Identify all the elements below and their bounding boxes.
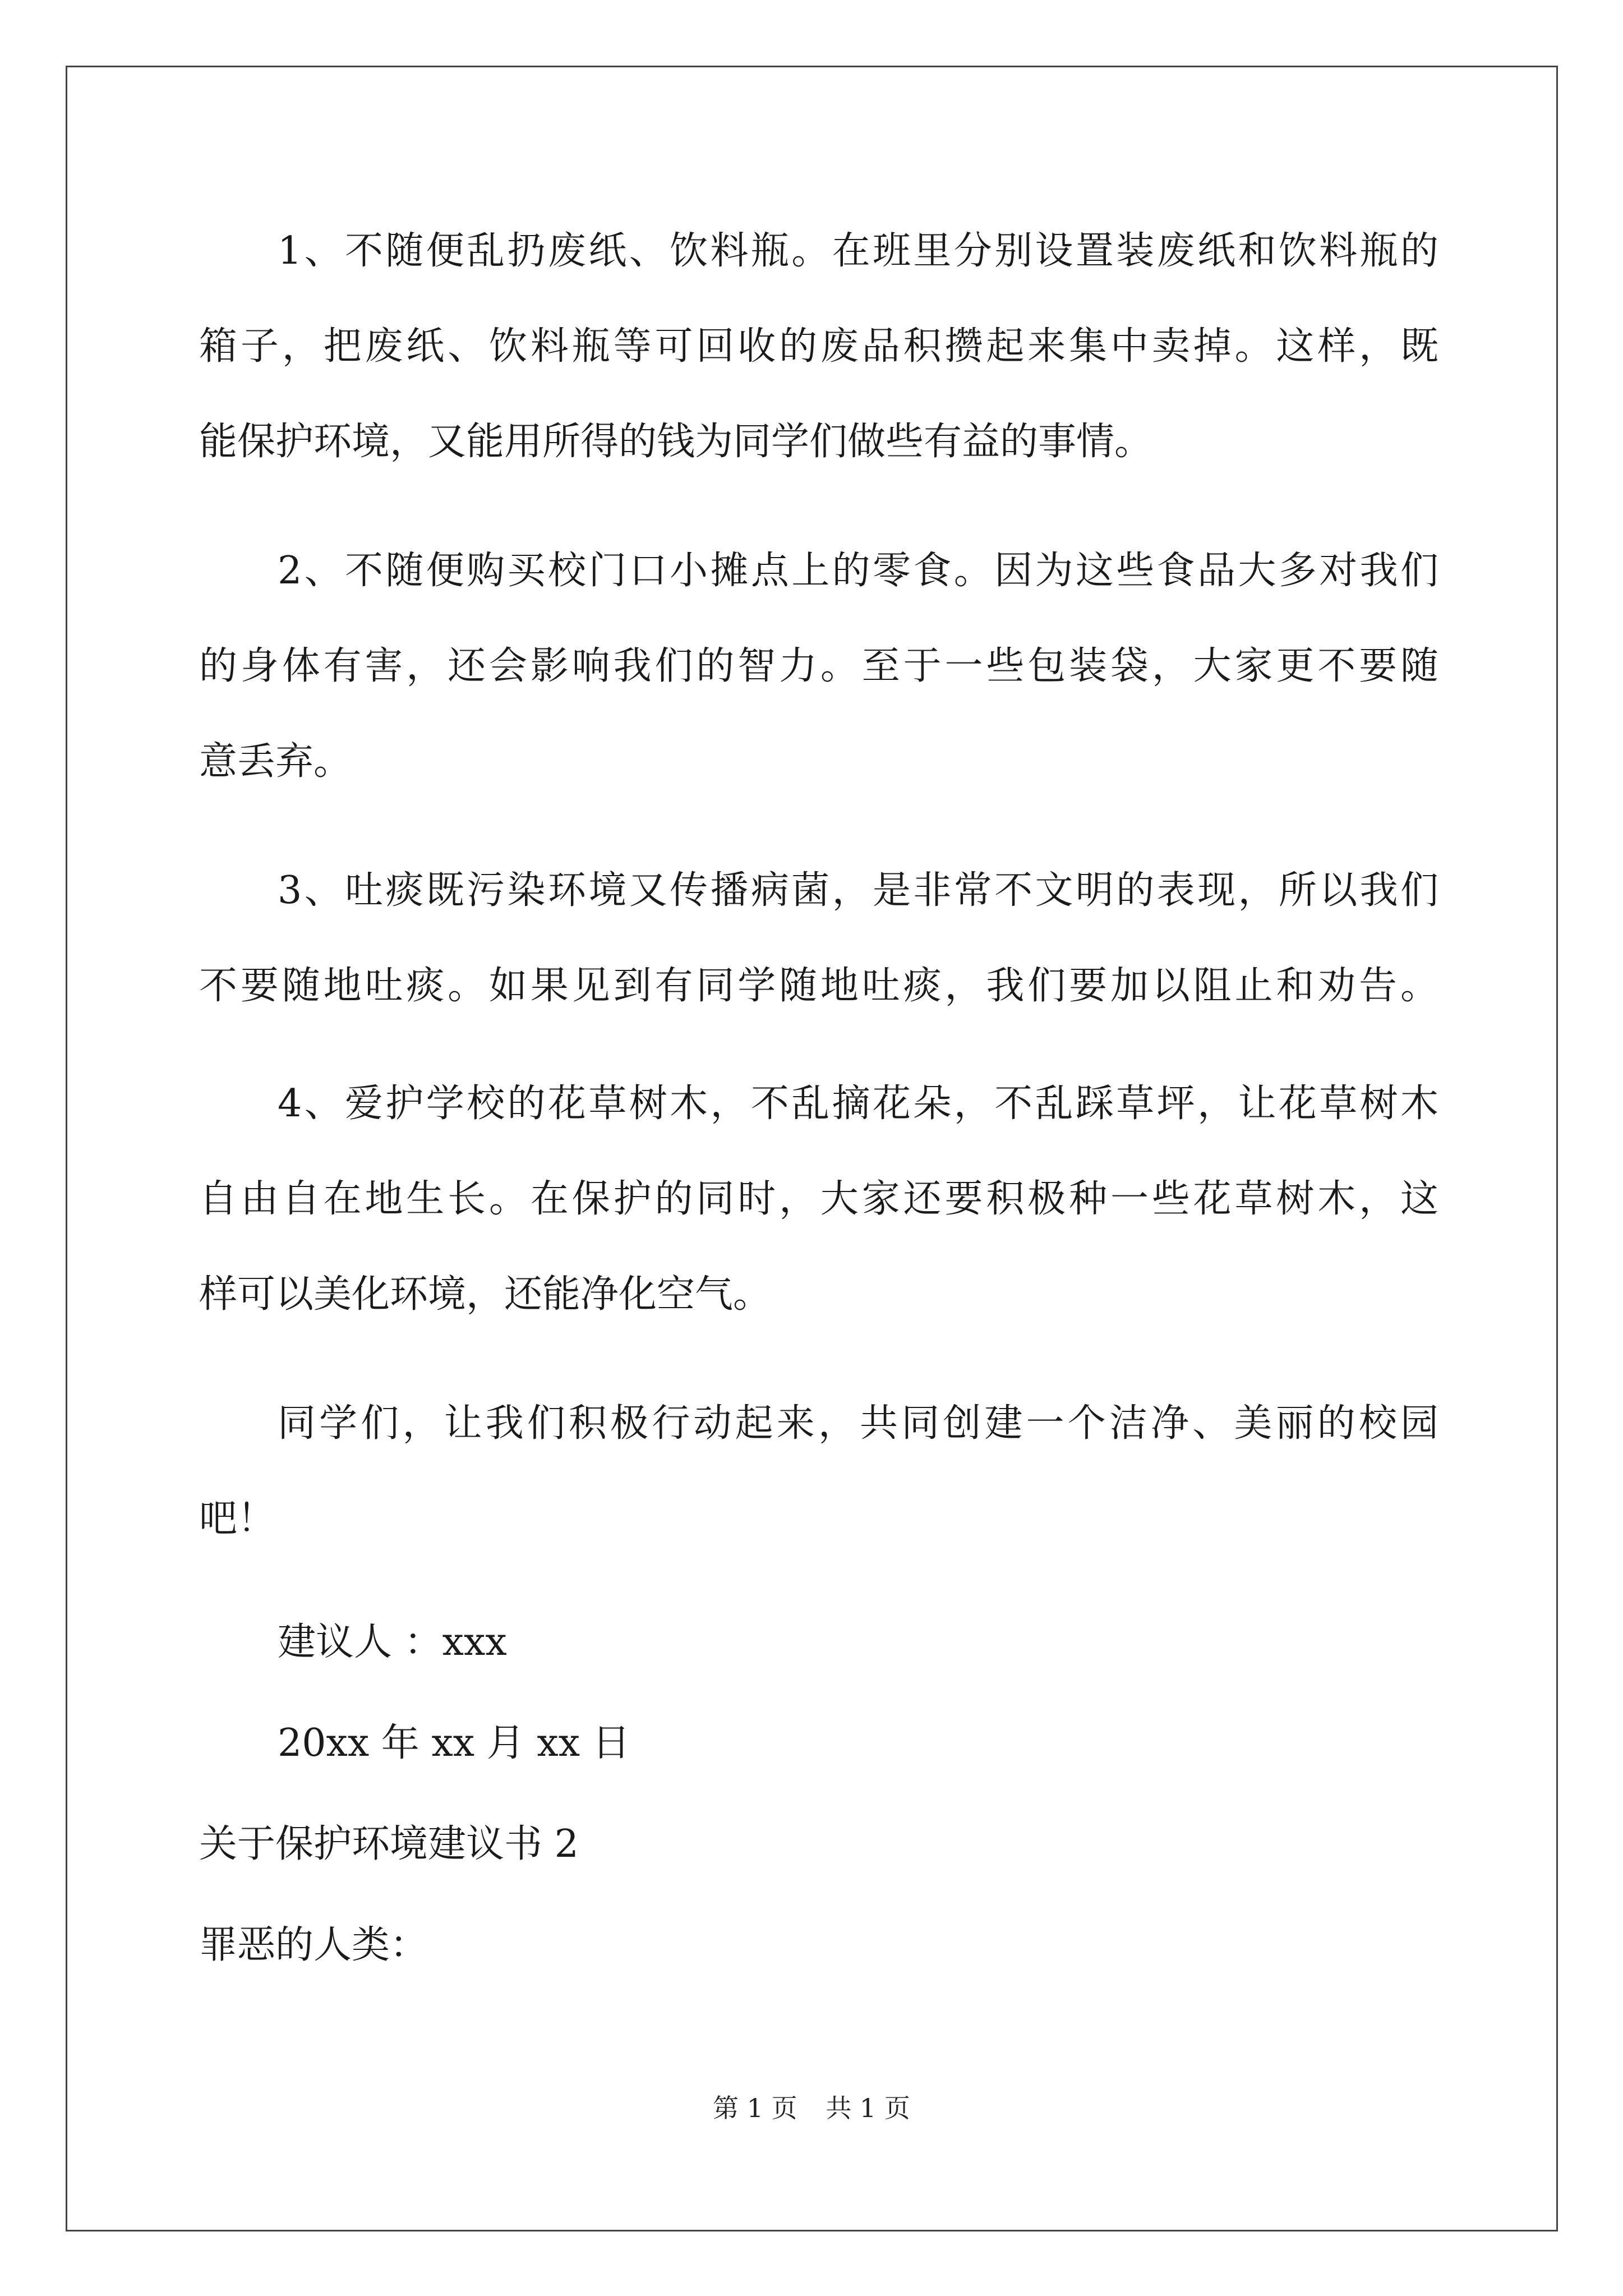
paragraph-item-4-line-3: 样可以美化环境，还能净化空气。 [199, 1272, 772, 1317]
date-line: 20xx 年 xx 月 xx 日 [278, 1721, 630, 1765]
paragraph-item-1-line-3: 能保护环境，又能用所得的钱为同学们做些有益的事情。 [199, 420, 1153, 464]
page-total: 共 1 页 [826, 2093, 910, 2123]
page-number: 第 1 页 [713, 2093, 797, 2123]
paragraph-item-3-line-2: 不要随地吐痰。如果见到有同学随地吐痰，我们要加以阻止和劝告。 [199, 964, 1438, 1008]
signature-line: 建议人 ：xxx [278, 1620, 507, 1664]
page-footer [0, 2091, 1623, 2125]
paragraph-item-1-line-1: 1、不随便乱扔废纸、饮料瓶。在班里分别设置装废纸和饮料瓶的 [278, 229, 1438, 273]
page-border [66, 66, 1558, 2231]
paragraph-item-2-line-2: 的身体有害，还会影响我们的智力。至于一些包装袋，大家更不要随 [199, 644, 1438, 688]
closing-paragraph-line-1: 同学们，让我们积极行动起来，共同创建一个洁净、美丽的校园 [278, 1401, 1438, 1446]
paragraph-item-4-line-1: 4、爱护学校的花草树木，不乱摘花朵，不乱踩草坪，让花草树木 [278, 1082, 1438, 1126]
closing-paragraph-line-2: 吧！ [199, 1497, 276, 1541]
section-title: 关于保护环境建议书 2 [199, 1822, 579, 1866]
paragraph-item-4-line-2: 自由自在地生长。在保护的同时，大家还要积极种一些花草树木，这 [199, 1177, 1438, 1221]
paragraph-item-2-line-1: 2、不随便购买校门口小摊点上的零食。因为这些食品大多对我们 [278, 549, 1438, 593]
salutation: 罪恶的人类： [199, 1923, 428, 1967]
paragraph-item-3-line-1: 3、吐痰既污染环境又传播病菌，是非常不文明的表现，所以我们 [278, 868, 1438, 913]
paragraph-item-2-line-3: 意丢弃。 [199, 739, 352, 784]
paragraph-item-1-line-2: 箱子，把废纸、饮料瓶等可回收的废品积攒起来集中卖掉。这样，既 [199, 324, 1438, 369]
